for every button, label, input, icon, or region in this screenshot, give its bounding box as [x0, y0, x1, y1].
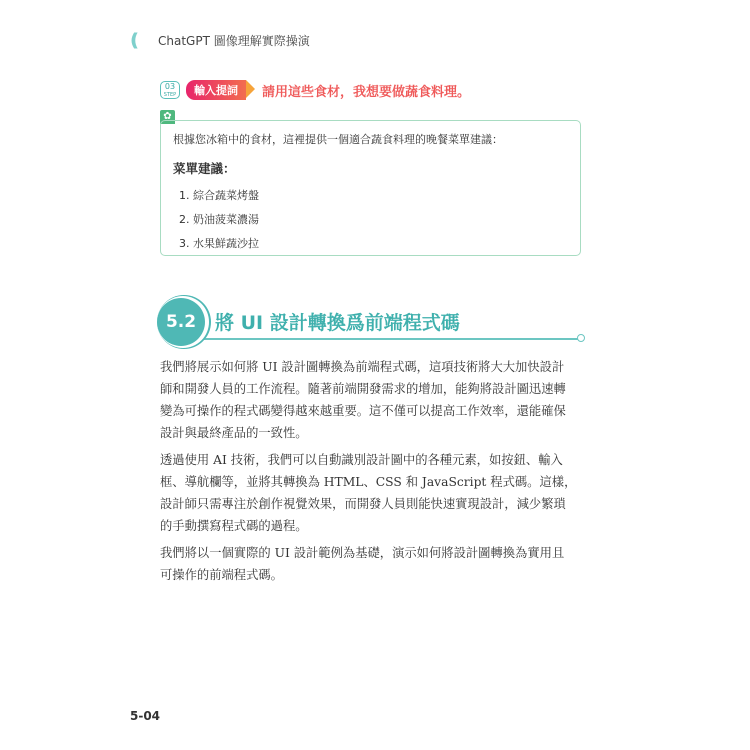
text-line: 設計與最終產品的一致性。	[160, 426, 308, 440]
text-line: 變為可操作的程式碼變得越來越重要。這不僅可以提高工作效率，還能確保	[160, 404, 566, 418]
page-number: 5-04	[130, 709, 161, 723]
menu-list	[173, 187, 568, 259]
prompt-tag: 輸入提詞	[186, 80, 246, 100]
menu-item: 3. 水果鮮蔬沙拉	[179, 237, 259, 250]
text-line: 設計師只需專注於創作視覺效果，而開發人員則能快速實現設計，減少繁瑣	[160, 497, 566, 511]
menu-item: 2. 奶油菠菜濃湯	[179, 213, 259, 226]
text-line: 我們將以一個實際的 UI 設計範例為基礎，演示如何將設計圖轉換為實用且	[160, 546, 565, 560]
chapter-title: ChatGPT 圖像理解實際操演	[158, 34, 310, 48]
heading-rule	[197, 338, 579, 340]
text-line: 我們將展示如何將 UI 設計圖轉換為前端程式碼，這項技術將大大加快設計	[160, 360, 565, 374]
paragraph	[160, 542, 585, 586]
step-number: 03	[164, 82, 176, 91]
section-number: 5.2	[157, 298, 205, 346]
section-title: 將 UI 設計轉換爲前端程式碼	[215, 312, 460, 334]
paragraph	[160, 449, 585, 537]
text-line: 可操作的前端程式碼。	[160, 568, 283, 582]
prompt-text: 請用這些食材，我想要做蔬食料理。	[262, 84, 471, 100]
signal-arcs-icon: (((	[130, 30, 134, 51]
text-line: 透過使用 AI 技術，我們可以自動識別設計圖中的各種元素，如按鈕、輸入	[160, 453, 563, 467]
answer-intro: 根據您冰箱中的食材，這裡提供一個適合蔬食料理的晚餐菜單建議：	[173, 133, 503, 146]
body-text	[160, 356, 585, 591]
text-line: 的手動撰寫程式碼的過程。	[160, 519, 308, 533]
paragraph	[160, 356, 585, 444]
step-label: STEP	[163, 92, 177, 98]
rule-end-circle	[577, 334, 585, 342]
step-badge	[160, 81, 180, 99]
menu-item: 1. 綜合蔬菜烤盤	[179, 189, 259, 202]
text-line: 框、導航欄等，並將其轉換為 HTML、CSS 和 JavaScript 程式碼。這樣，	[160, 475, 577, 489]
prompt-step	[160, 80, 470, 100]
chatgpt-logo-icon: ✿	[160, 110, 175, 124]
text-line: 師和開發人員的工作流程。隨著前端開發需求的增加，能夠將設計圖迅速轉	[160, 382, 566, 396]
running-header	[130, 30, 310, 51]
chatgpt-answer-box	[160, 120, 581, 256]
menu-heading: 菜單建議：	[173, 161, 236, 176]
